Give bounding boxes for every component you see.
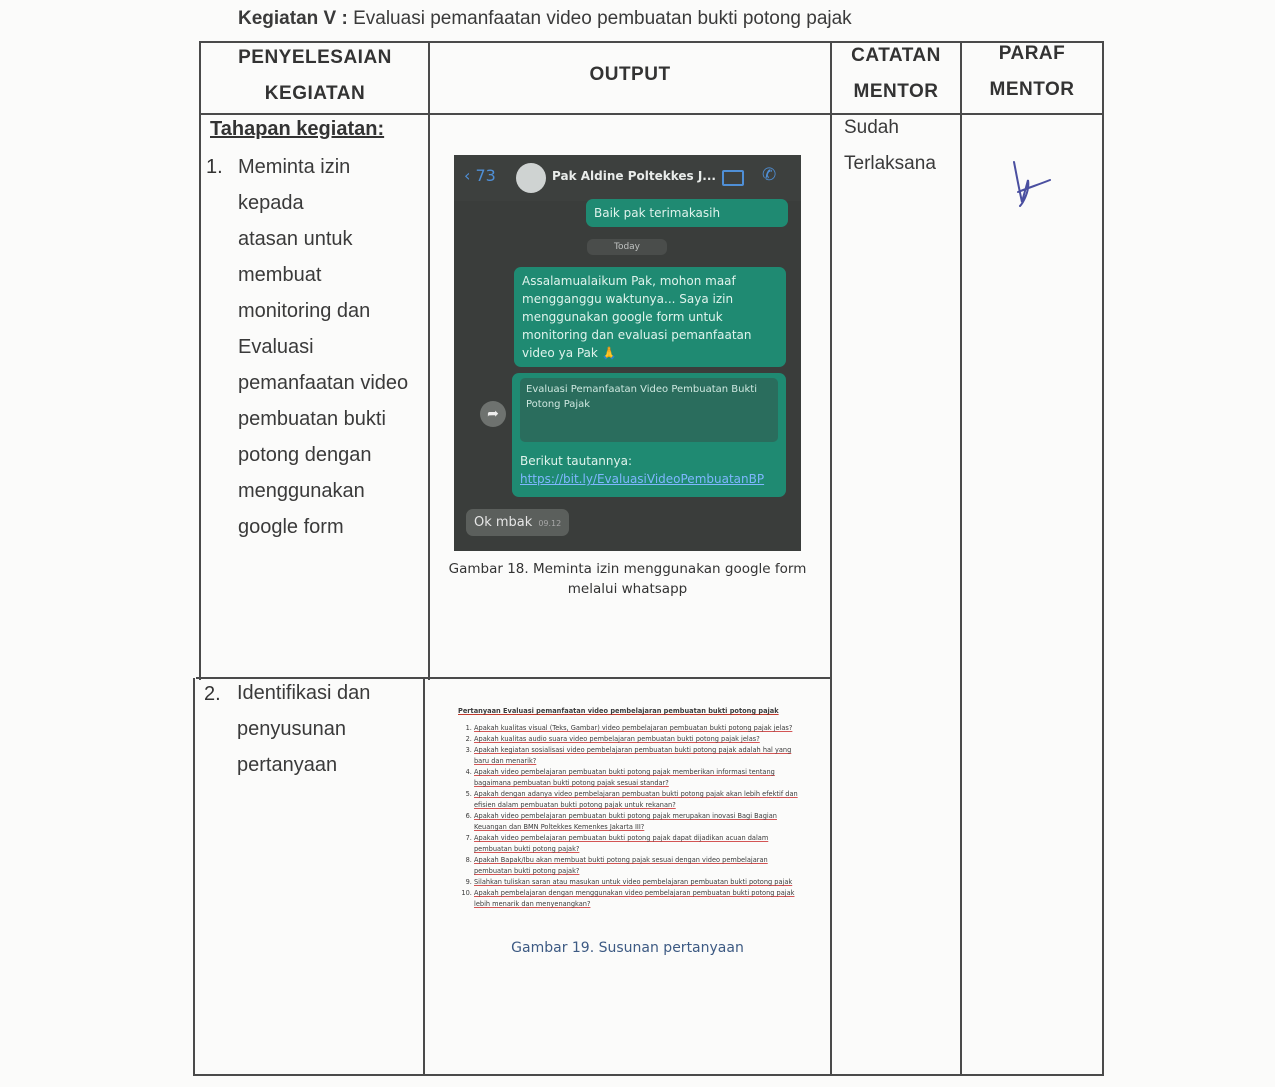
step-1-line: monitoring dan xyxy=(238,300,371,322)
questionnaire-title: Pertanyaan Evaluasi pemanfaatan video pembelajaran pembuatan bukti potong pajak xyxy=(458,707,779,715)
back-button[interactable]: ‹ 73 xyxy=(464,166,496,185)
avatar xyxy=(516,163,546,193)
message-text: Baik pak terimakasih xyxy=(594,206,721,220)
video-call-icon[interactable] xyxy=(722,170,744,186)
step-1-line: potong dengan xyxy=(238,444,372,466)
step-1-line: Meminta izin kepada xyxy=(238,156,351,214)
figure-18-caption-line2: melalui whatsapp xyxy=(567,581,688,597)
step-2-number: 2. xyxy=(204,683,221,705)
activity-title-prefix: Kegiatan V : xyxy=(238,8,348,29)
question-item: 6. Apakah video pembelajaran pembuatan bukti potong pajak merupakan inovasi Bagi Bagian Keuangan dan BMN Poltekkes Kemenkes Jakarta III? xyxy=(474,811,798,833)
step-1-line: pembuatan bukti xyxy=(238,408,386,430)
step-1-line: Evaluasi xyxy=(238,336,314,358)
header-col1-line2: KEGIATAN xyxy=(264,83,366,104)
reply-time: 09.12 xyxy=(538,519,562,528)
activity-title-text: Evaluasi pemanfaatan video pembuatan bukti potong pajak xyxy=(353,8,852,29)
steps-heading: Tahapan kegiatan: xyxy=(210,118,385,140)
message-bubble-link xyxy=(512,373,786,497)
header-col4-line1: PARAF xyxy=(998,43,1066,64)
questionnaire-list xyxy=(458,723,798,910)
question-item: 9. Silahkan tuliskan saran atau masukan untuk video pembelajaran pembuatan bukti potong pajak xyxy=(474,877,798,888)
link-prefix: Berikut tautannya: xyxy=(520,454,633,468)
header-col3-line1: CATATAN xyxy=(851,45,941,66)
header-col1-line1: PENYELESAIAN xyxy=(238,47,392,68)
step-2-line: Identifikasi dan xyxy=(237,682,371,704)
unread-count: 73 xyxy=(475,166,496,185)
link-preview[interactable] xyxy=(520,378,778,442)
step-2-line: penyusunan xyxy=(237,718,346,740)
question-item: 8. Apakah Bapak/Ibu akan membuat bukti potong pajak sesuai dengan video pembelajaran pembuatan bukti potong pajak? xyxy=(474,855,798,877)
step-1-text xyxy=(238,149,418,545)
contact-name: Pak Aldine Poltekkes J... xyxy=(552,169,716,183)
phone-icon[interactable]: ✆ xyxy=(762,165,777,185)
mentor-signature xyxy=(1008,158,1056,212)
date-divider: Today xyxy=(587,239,667,255)
mentor-note-line1: Sudah xyxy=(844,117,899,138)
activity-title xyxy=(238,8,852,30)
header-col3-line2: MENTOR xyxy=(853,81,939,102)
whatsapp-screenshot xyxy=(454,155,801,551)
forward-icon[interactable]: ➦ xyxy=(480,401,506,427)
message-bubble-incoming xyxy=(466,509,569,536)
figure-18-caption-line1: Gambar 18. Meminta izin menggunakan google form xyxy=(448,561,807,577)
questionnaire-screenshot xyxy=(458,706,798,910)
step-1-line: menggunakan xyxy=(238,480,365,502)
question-item: 7. Apakah video pembelajaran pembuatan bukti potong pajak dapat dijadikan acuan dalam pembuatan bukti potong pajak? xyxy=(474,833,798,855)
mentor-note xyxy=(844,110,936,182)
link-preview-title: Evaluasi Pemanfaatan Video Pembuatan Bukti Potong Pajak xyxy=(526,384,757,410)
question-item: 5. Apakah dengan adanya video pembelajaran pembuatan bukti potong pajak akan lebih efektif dan efisien dalam pembuatan bukti potong pajak untuk rekanan? xyxy=(474,789,798,811)
chat-header xyxy=(454,155,801,201)
message-bubble-outgoing xyxy=(586,199,788,227)
step-1-line: pemanfaatan video xyxy=(238,372,409,394)
step-2-line: pertanyaan xyxy=(237,754,338,776)
question-item: 2. Apakah kualitas audio suara video pembelajaran pembuatan bukti potong pajak jelas? xyxy=(474,734,798,745)
figure-18-caption xyxy=(440,559,815,599)
header-catatan-mentor xyxy=(832,38,960,110)
step-1-line: membuat xyxy=(238,264,322,286)
form-link[interactable]: https://bit.ly/EvaluasiVideoPembuatanBP xyxy=(520,472,765,486)
step-2-text xyxy=(237,675,417,783)
header-output: OUTPUT xyxy=(589,64,671,85)
mentor-note-line2: Terlaksana xyxy=(844,153,936,174)
message-text: Assalamualaikum Pak, mohon maaf mengganggu waktunya... Saya izin menggunakan google form untuk monitoring dan evaluasi pemanfaatan video ya Pak 🙏 xyxy=(522,274,752,360)
question-item: 3. Apakah kegiatan sosialisasi video pembelajaran pembuatan bukti potong pajak adalah hal yang baru dan menarik? xyxy=(474,745,798,767)
question-item: 10. Apakah pembelajaran dengan menggunakan video pembelajaran pembuatan bukti potong pajak lebih menarik dan menyenangkan? xyxy=(474,888,798,910)
step-1-line: google form xyxy=(238,516,344,538)
message-bubble-outgoing xyxy=(514,267,786,367)
step-1-line: atasan untuk xyxy=(238,228,353,250)
figure-19-caption: Gambar 19. Susunan pertanyaan xyxy=(511,940,744,956)
header-col4-line2: MENTOR xyxy=(989,79,1075,100)
reply-text: Ok mbak xyxy=(474,515,533,530)
question-item: 1. Apakah kualitas visual (Teks, Gambar) video pembelajaran pembuatan bukti potong pajak jelas? xyxy=(474,723,798,734)
step-1-number: 1. xyxy=(206,156,223,178)
header-paraf-mentor xyxy=(962,36,1102,108)
question-item: 4. Apakah video pembelajaran pembuatan bukti potong pajak memberikan informasi tentang bagaimana pembuatan bukti potong pajak sesuai standar? xyxy=(474,767,798,789)
header-penyelesaian-kegiatan xyxy=(201,40,429,112)
